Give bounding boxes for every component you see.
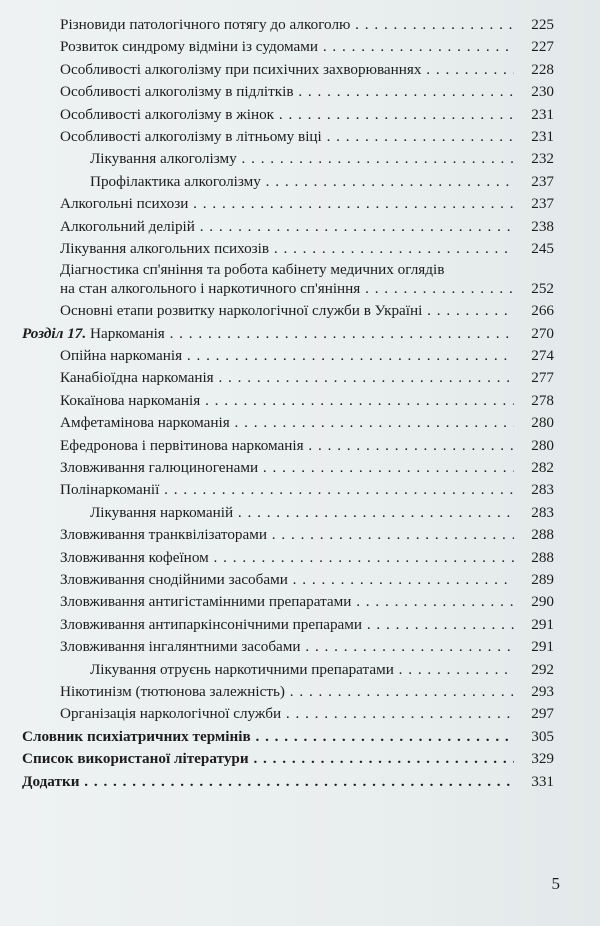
toc-entry-text: Нікотинізм (тютюнова залежність) xyxy=(60,682,285,700)
toc-entry-title xyxy=(22,300,514,322)
toc-entry-page: 305 xyxy=(531,727,554,745)
toc-entry-title xyxy=(22,345,514,367)
toc-entry-title xyxy=(22,435,514,457)
toc-entry-title xyxy=(22,614,514,636)
toc-entry-page: 331 xyxy=(531,772,554,790)
toc-entry xyxy=(22,748,554,770)
toc-entry xyxy=(22,36,554,58)
toc-entry-text: Словник психіатричних термінів xyxy=(22,727,251,745)
toc-entry xyxy=(22,390,554,412)
toc-entry xyxy=(22,171,554,193)
toc-entry-title xyxy=(22,367,514,389)
toc-entry-text: Профілактика алкоголізму xyxy=(90,172,261,190)
toc-entry-title xyxy=(22,748,514,770)
toc-entry-text: Лікування отруєнь наркотичними препаратами xyxy=(90,660,394,678)
toc-entry-text: Алкогольний делірій xyxy=(60,217,195,235)
toc-entry-text: Полінаркоманії xyxy=(60,481,160,499)
toc-entry-title xyxy=(22,591,514,613)
toc-entry-page: 291 xyxy=(531,615,554,633)
toc-entry-page: 252 xyxy=(531,280,554,298)
toc-entry-title xyxy=(22,659,514,681)
toc-entry-page: 238 xyxy=(531,217,554,235)
table-of-contents xyxy=(22,14,554,793)
toc-entry-page: 289 xyxy=(531,570,554,588)
toc-entry xyxy=(22,614,554,636)
toc-entry-text: Лікування алкоголізму xyxy=(90,150,237,168)
toc-entry-page: 290 xyxy=(531,593,554,611)
toc-entry-title xyxy=(22,390,514,412)
toc-entry-text: Амфетамінова наркоманія xyxy=(60,414,230,432)
toc-entry-page: 291 xyxy=(531,638,554,656)
toc-entry-page: 232 xyxy=(531,150,554,168)
toc-entry-page: 280 xyxy=(531,414,554,432)
toc-entry-text: Зловживання антипаркінсонічними препарами xyxy=(60,615,363,633)
toc-entry-text: Розвиток синдрому відміни із судомами xyxy=(60,38,319,56)
toc-entry-text: Зловживання транквілізаторами xyxy=(60,526,267,544)
toc-entry xyxy=(22,479,554,501)
toc-entry-text: Зловживання галюциногенами xyxy=(60,459,259,477)
toc-entry-page: 277 xyxy=(531,369,554,387)
toc-entry-title xyxy=(22,726,514,748)
toc-entry-text: Зловживання антигістамінними препаратами xyxy=(60,593,352,611)
toc-entry xyxy=(22,148,554,170)
toc-entry-page: 288 xyxy=(531,526,554,544)
toc-entry-page: 297 xyxy=(531,705,554,723)
toc-entry xyxy=(22,126,554,148)
toc-entry xyxy=(22,216,554,238)
toc-entry xyxy=(22,636,554,658)
toc-entry xyxy=(22,659,554,681)
toc-entry-page: 288 xyxy=(531,548,554,566)
toc-entry xyxy=(22,771,554,793)
toc-entry-page: 227 xyxy=(531,38,554,56)
page-number: 5 xyxy=(551,874,560,893)
toc-entry xyxy=(22,457,554,479)
toc-entry-title xyxy=(22,36,514,58)
toc-entry-title xyxy=(22,479,514,501)
toc-entry-page: 230 xyxy=(531,83,554,101)
toc-entry-title xyxy=(22,502,514,524)
toc-entry xyxy=(22,238,554,260)
toc-entry-title xyxy=(22,547,514,569)
toc-entry-title xyxy=(22,771,514,793)
chapter-label: Розділ 17. xyxy=(22,324,87,342)
toc-entry xyxy=(22,193,554,215)
toc-entry-page: 283 xyxy=(531,503,554,521)
toc-entry xyxy=(22,726,554,748)
toc-entry-page: 329 xyxy=(531,750,554,768)
toc-entry-text: Особливості алкоголізму в жінок xyxy=(60,105,275,123)
toc-entry xyxy=(22,412,554,434)
toc-entry-text: Особливості алкоголізму при психічних захворюваннях xyxy=(60,60,422,78)
toc-entry-page: 278 xyxy=(531,391,554,409)
toc-entry-text: Зловживання інгалянтними засобами xyxy=(60,638,301,656)
toc-entry-page: 225 xyxy=(531,16,554,33)
toc-entry-title xyxy=(22,81,514,103)
toc-entry-text: Лікування алкогольних психозів xyxy=(60,239,270,257)
toc-entry-page: 228 xyxy=(531,60,554,78)
toc-entry-title xyxy=(22,636,514,658)
toc-entry-text: Різновиди патологічного потягу до алкоголю xyxy=(60,16,351,33)
toc-entry-text: Наркоманія xyxy=(86,324,165,342)
toc-entry-title xyxy=(22,216,514,238)
toc-entry-page: 292 xyxy=(531,660,554,678)
toc-entry-title xyxy=(22,569,514,591)
toc-entry xyxy=(22,104,554,126)
toc-entry-page: 237 xyxy=(531,195,554,213)
toc-entry-text: Алкогольні психози xyxy=(60,195,189,213)
toc-entry xyxy=(22,703,554,725)
toc-entry-text: Ефедронова і первітинова наркоманія xyxy=(60,436,304,454)
toc-entry-text: Кокаїнова наркоманія xyxy=(60,391,201,409)
toc-entry-title xyxy=(22,171,514,193)
toc-entry-page: 282 xyxy=(531,459,554,477)
toc-entry xyxy=(22,591,554,613)
toc-entry-title xyxy=(22,59,514,81)
toc-entry-title xyxy=(22,238,514,260)
toc-entry-text: Діагностика сп'яніння та робота кабінету медичних оглядів xyxy=(60,261,445,279)
toc-entry-text: Основні етапи розвитку наркологічної служби в Україні xyxy=(60,302,423,320)
toc-entry xyxy=(22,502,554,524)
toc-entry-text: Канабіоїдна наркоманія xyxy=(60,369,214,387)
toc-entry xyxy=(22,345,554,367)
toc-entry-page: 283 xyxy=(531,481,554,499)
toc-entry xyxy=(22,260,554,300)
toc-entry-title xyxy=(22,193,514,215)
toc-entry-text: Додатки xyxy=(22,772,80,790)
toc-entry-page: 274 xyxy=(531,347,554,365)
toc-entry-title xyxy=(22,412,514,434)
toc-entry-text: Особливості алкоголізму в літньому віці xyxy=(60,127,322,145)
toc-entry xyxy=(22,681,554,703)
toc-entry-title xyxy=(22,524,514,546)
toc-entry-title xyxy=(22,14,514,36)
toc-entry-page: 231 xyxy=(531,127,554,145)
toc-entry-text: Зловживання снодійними засобами xyxy=(60,570,288,588)
toc-entry-text-continued: на стан алкогольного і наркотичного сп'яніння . . . xyxy=(60,280,514,299)
toc-entry-title xyxy=(22,681,514,703)
toc-entry xyxy=(22,81,554,103)
toc-entry-title xyxy=(22,104,514,126)
toc-entry xyxy=(22,569,554,591)
toc-entry-title xyxy=(22,261,514,298)
toc-entry-title xyxy=(22,703,514,725)
toc-entry xyxy=(22,524,554,546)
toc-entry-page: 231 xyxy=(531,105,554,123)
toc-entry xyxy=(22,323,554,345)
toc-entry-text: Зловживання кофеїном xyxy=(60,548,209,566)
toc-entry xyxy=(22,367,554,389)
toc-entry-text: Опійна наркоманія xyxy=(60,347,183,365)
toc-entry-title xyxy=(22,148,514,170)
toc-entry-title xyxy=(22,126,514,148)
toc-entry-text: Список використаної літератури xyxy=(22,750,249,768)
toc-entry xyxy=(22,59,554,81)
toc-entry-title xyxy=(22,323,514,345)
toc-entry-page: 270 xyxy=(531,324,554,342)
toc-entry-text: Організація наркологічної служби xyxy=(60,705,282,723)
toc-entry-text: Лікування наркоманій xyxy=(90,503,234,521)
toc-entry xyxy=(22,547,554,569)
toc-entry-title xyxy=(22,457,514,479)
toc-entry-page: 280 xyxy=(531,436,554,454)
toc-entry-page: 237 xyxy=(531,172,554,190)
toc-entry-text: Особливості алкоголізму в підлітків xyxy=(60,83,294,101)
toc-entry xyxy=(22,14,554,36)
toc-entry-page: 293 xyxy=(531,682,554,700)
toc-entry-page: 266 xyxy=(531,302,554,320)
toc-entry xyxy=(22,435,554,457)
toc-entry xyxy=(22,300,554,322)
toc-entry-page: 245 xyxy=(531,239,554,257)
